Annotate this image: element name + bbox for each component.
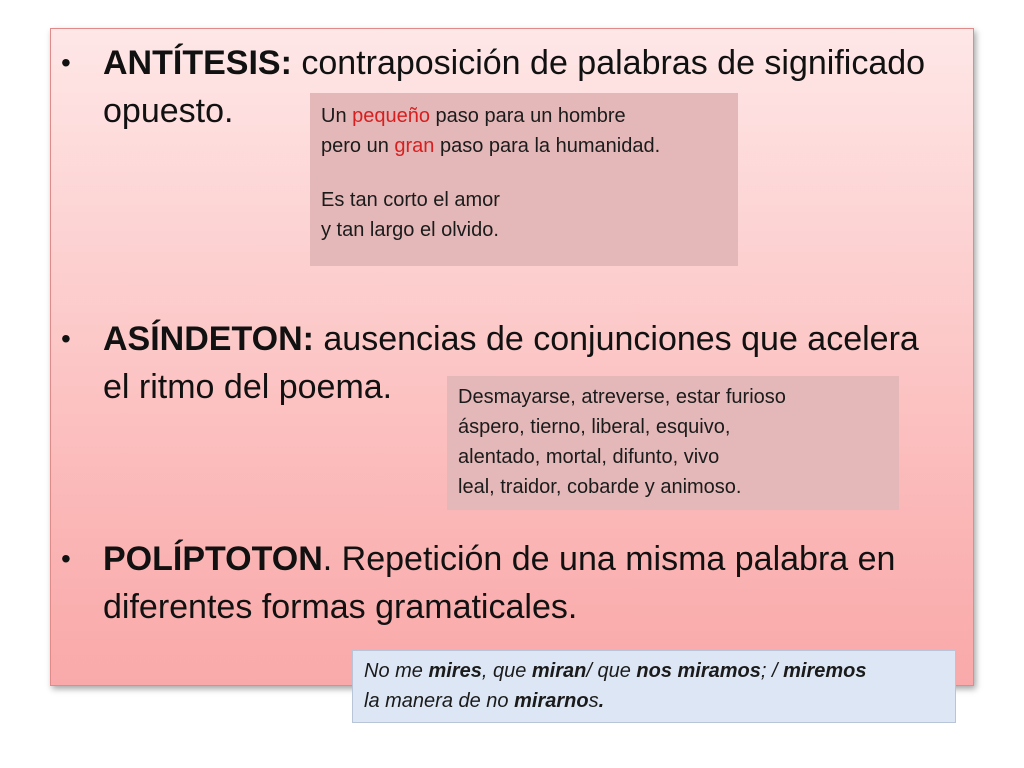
example-antitesis-line3: Es tan corto el amor bbox=[321, 189, 500, 211]
example-poliptoton-line1 bbox=[364, 656, 945, 686]
emphasis-word: miremos bbox=[783, 660, 867, 682]
example-box-poliptoton bbox=[352, 650, 956, 723]
example-text: / que bbox=[586, 660, 637, 682]
example-text: s bbox=[588, 690, 599, 712]
emphasis-word: miran bbox=[531, 660, 587, 682]
definition-antitesis-line1: contraposición de palabras de significado bbox=[291, 44, 926, 82]
example-asindeton-line: leal, traidor, cobarde y animoso. bbox=[458, 476, 742, 498]
highlight-word-pequeno: pequeño bbox=[352, 105, 430, 127]
example-box-asindeton bbox=[447, 376, 899, 510]
example-asindeton-line: Desmayarse, atreverse, estar furioso bbox=[458, 386, 786, 408]
term-poliptoton: POLÍPTOTON bbox=[103, 540, 323, 578]
example-poliptoton-line2 bbox=[364, 686, 945, 716]
example-asindeton-line: alentado, mortal, difunto, vivo bbox=[458, 446, 720, 468]
example-text: , que bbox=[481, 660, 532, 682]
bullet-marker: • bbox=[61, 47, 71, 78]
definition-antitesis-line2: opuesto. bbox=[103, 92, 234, 130]
definition-asindeton-line2: el ritmo del poema. bbox=[103, 368, 393, 406]
example-text: No me bbox=[364, 660, 429, 682]
emphasis-word: nos miramos bbox=[636, 660, 761, 682]
example-text: paso para un hombre bbox=[430, 105, 626, 127]
example-antitesis-line4: y tan largo el olvido. bbox=[321, 219, 499, 241]
highlight-word-gran: gran bbox=[394, 135, 435, 157]
definition-poliptoton-line2: diferentes formas gramaticales. bbox=[103, 588, 578, 626]
term-antitesis: ANTÍTESIS: bbox=[103, 44, 292, 82]
bullet-marker: • bbox=[61, 543, 71, 574]
emphasis-word: mirarno bbox=[514, 690, 589, 712]
example-antitesis-line1 bbox=[321, 101, 728, 131]
definition-asindeton-line1: ausencias de conjunciones que acelera bbox=[313, 320, 919, 358]
example-text: Un bbox=[321, 105, 353, 127]
spacer bbox=[321, 161, 728, 185]
bullet-marker: • bbox=[61, 323, 71, 354]
example-asindeton-line: áspero, tierno, liberal, esquivo, bbox=[458, 416, 731, 438]
bullet-asindeton-line1 bbox=[103, 315, 963, 363]
term-asindeton: ASÍNDETON: bbox=[103, 320, 314, 358]
example-text: ; / bbox=[760, 660, 784, 682]
bullet-poliptoton-line1 bbox=[103, 535, 963, 583]
example-text: la manera de no bbox=[364, 690, 515, 712]
bullet-poliptoton bbox=[61, 535, 963, 631]
definition-poliptoton-line1: . Repetición de una misma palabra en bbox=[322, 540, 896, 578]
example-box-antitesis bbox=[310, 93, 738, 266]
bullet-antitesis-line1 bbox=[103, 39, 963, 87]
example-antitesis-line2 bbox=[321, 131, 728, 161]
example-text: paso para la humanidad. bbox=[434, 135, 661, 157]
example-text: pero un bbox=[321, 135, 395, 157]
emphasis-word: mires bbox=[428, 660, 482, 682]
emphasis-word: . bbox=[598, 690, 605, 712]
